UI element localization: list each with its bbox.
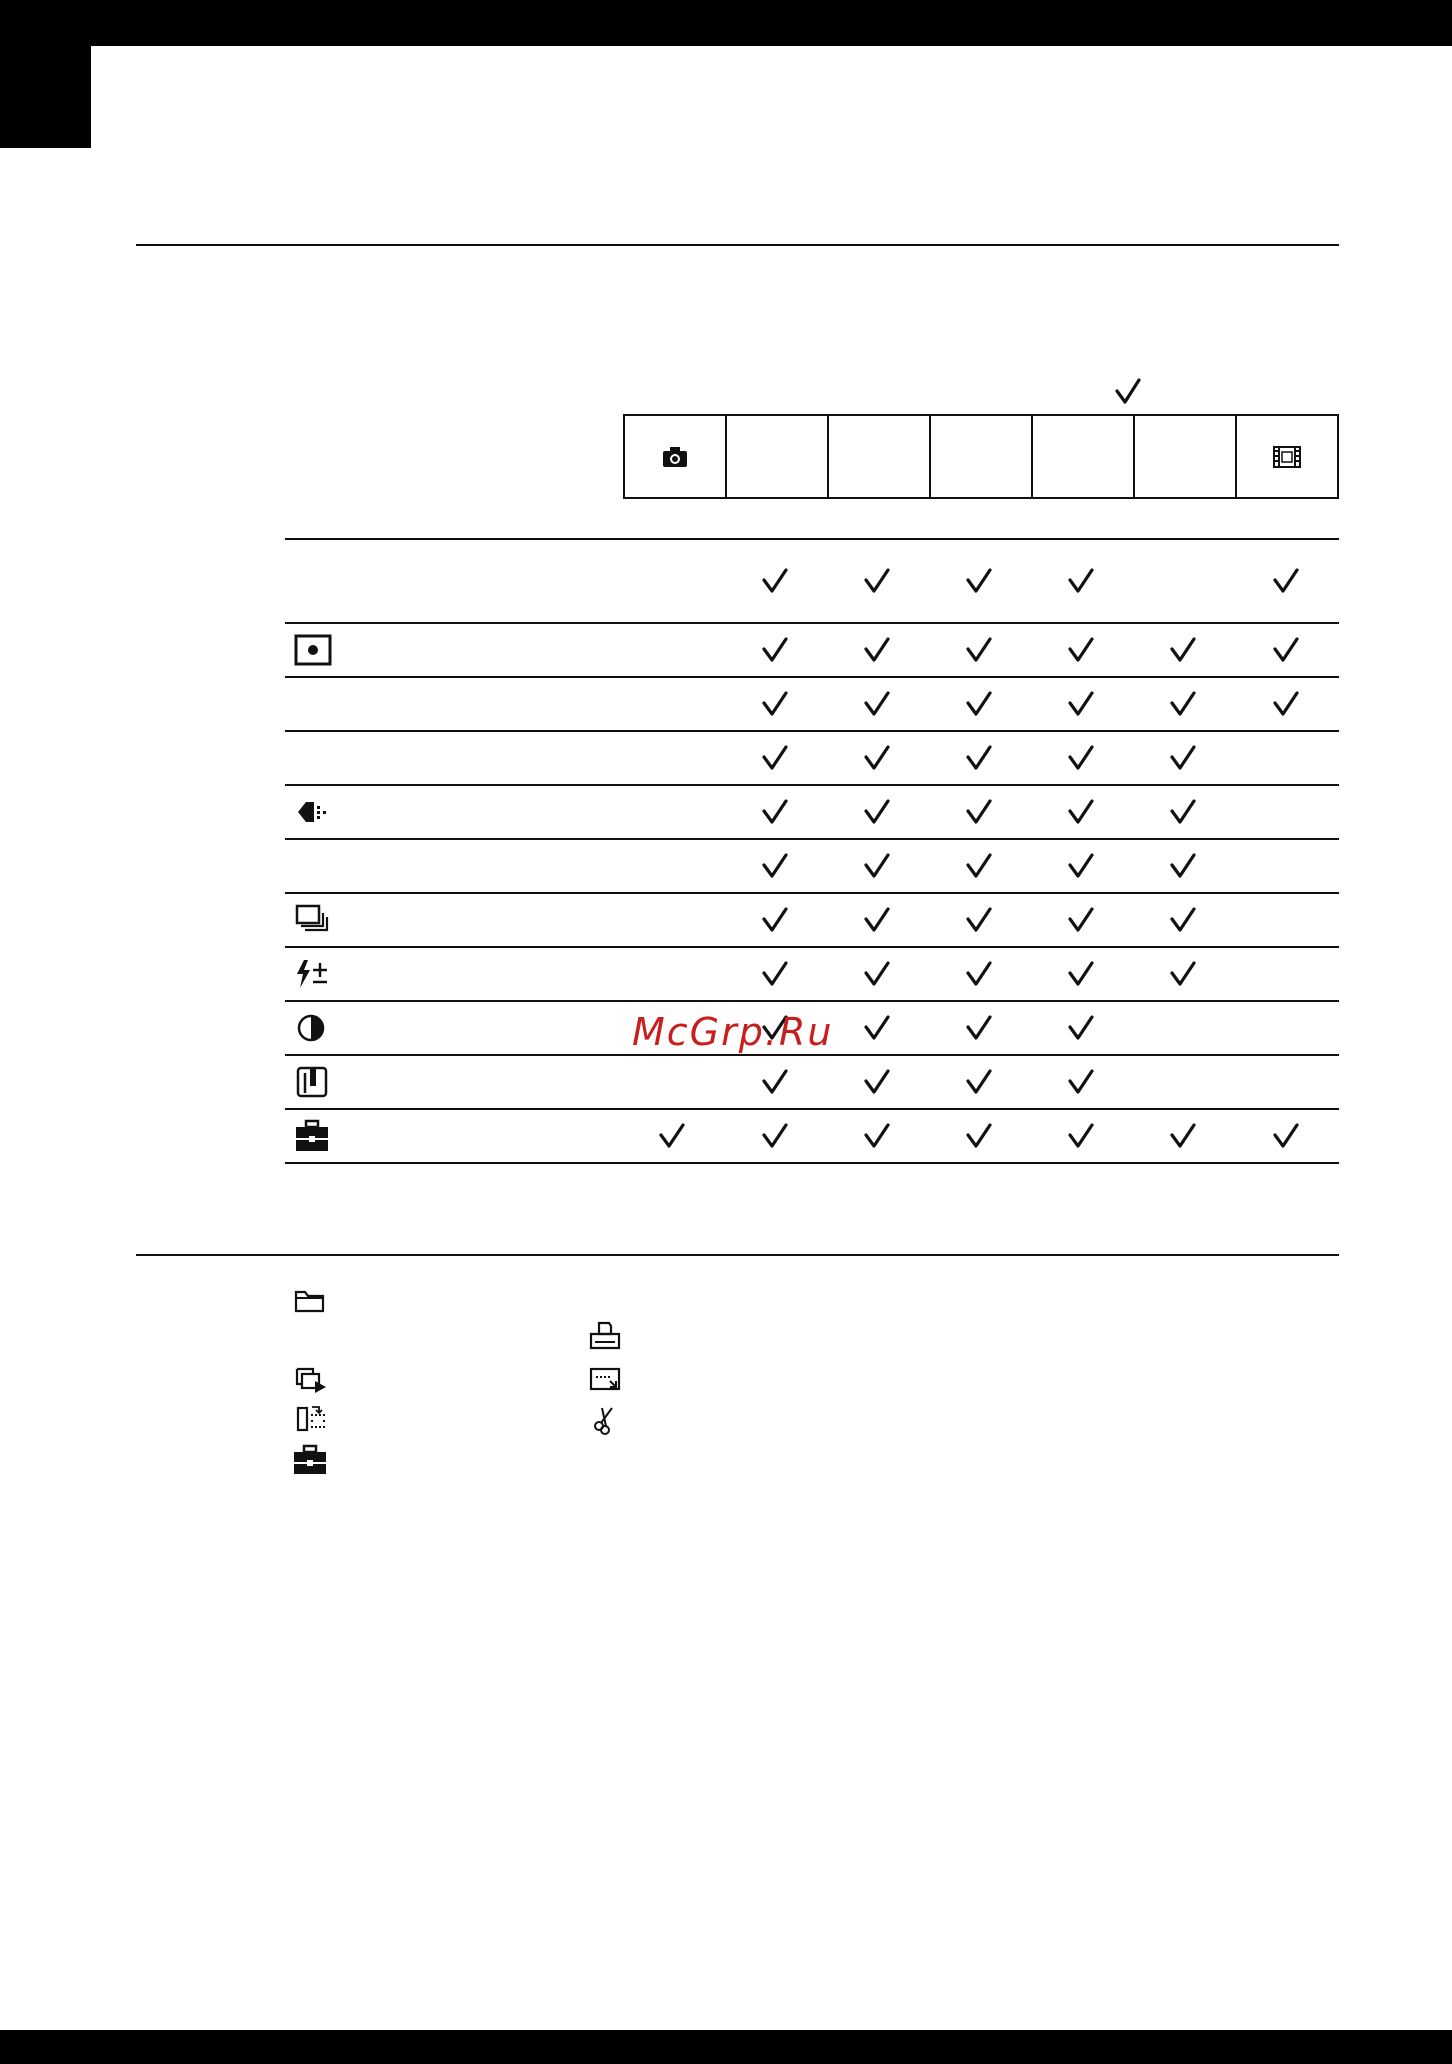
check-mark	[1066, 635, 1096, 665]
check-mark	[760, 851, 790, 881]
mode-col-3	[829, 416, 931, 497]
check-mark	[1066, 905, 1096, 935]
sharpness-icon	[293, 1065, 333, 1099]
check-mark	[1066, 743, 1096, 773]
settings-availability-table	[285, 538, 1339, 1164]
table-row	[285, 894, 1339, 948]
check-legend-icon	[1112, 376, 1144, 408]
check-mark	[1066, 1013, 1096, 1043]
check-mark	[964, 851, 994, 881]
check-mark	[862, 1013, 892, 1043]
mode-col-auto	[625, 416, 727, 497]
check-mark	[1168, 635, 1198, 665]
check-mark	[1066, 851, 1096, 881]
table-row	[285, 540, 1339, 624]
check-mark	[760, 566, 790, 596]
bottom-black-bar	[0, 2030, 1452, 2064]
burst-mode-icon	[293, 903, 333, 937]
recording-mode-header	[623, 414, 1339, 499]
print-icon	[587, 1320, 623, 1352]
table-row	[285, 948, 1339, 1002]
check-mark	[964, 689, 994, 719]
check-mark	[760, 635, 790, 665]
check-mark	[964, 743, 994, 773]
check-mark	[1271, 689, 1301, 719]
setup-toolbox-icon	[293, 1119, 333, 1153]
check-mark	[964, 1067, 994, 1097]
check-mark	[1168, 959, 1198, 989]
check-mark	[862, 959, 892, 989]
table-row	[285, 624, 1339, 678]
table-row	[285, 1056, 1339, 1110]
rotate-icon	[294, 1404, 330, 1436]
check-mark	[760, 1067, 790, 1097]
mode-col-6	[1135, 416, 1237, 497]
watermark-text: McGrp.Ru	[632, 1010, 834, 1054]
check-mark	[1271, 1121, 1301, 1151]
check-mark	[760, 905, 790, 935]
check-mark	[1168, 851, 1198, 881]
mode-col-4	[931, 416, 1033, 497]
section-rule-top	[136, 244, 1339, 246]
check-mark	[964, 905, 994, 935]
table-row	[285, 1110, 1339, 1164]
check-mark	[862, 743, 892, 773]
camera-icon	[659, 441, 691, 473]
check-mark	[1168, 689, 1198, 719]
trimming-icon	[590, 1404, 626, 1436]
check-mark	[862, 1121, 892, 1151]
check-mark	[1066, 689, 1096, 719]
contrast-icon	[293, 1011, 333, 1045]
check-mark	[964, 635, 994, 665]
check-mark	[1066, 1121, 1096, 1151]
check-mark	[1168, 905, 1198, 935]
check-mark	[964, 797, 994, 827]
top-black-bar	[0, 0, 1452, 46]
check-mark	[1066, 959, 1096, 989]
slideshow-icon	[294, 1364, 330, 1396]
check-mark	[1066, 566, 1096, 596]
spot-metering-icon	[293, 633, 333, 667]
mode-col-5	[1033, 416, 1135, 497]
check-mark	[760, 689, 790, 719]
check-mark	[964, 1013, 994, 1043]
check-mark	[862, 797, 892, 827]
check-mark	[1168, 743, 1198, 773]
check-mark	[1271, 566, 1301, 596]
film-strip-icon	[1271, 441, 1303, 473]
check-mark	[964, 1121, 994, 1151]
table-row	[285, 786, 1339, 840]
check-mark	[964, 566, 994, 596]
check-mark	[862, 851, 892, 881]
check-mark	[1066, 797, 1096, 827]
check-mark	[862, 689, 892, 719]
check-mark	[862, 905, 892, 935]
check-mark	[1271, 635, 1301, 665]
table-row	[285, 840, 1339, 894]
check-mark	[1168, 1121, 1198, 1151]
focus-icon	[293, 795, 333, 829]
check-mark	[1168, 797, 1198, 827]
check-mark	[760, 1121, 790, 1151]
folder-icon	[292, 1284, 328, 1316]
mode-col-movie	[1237, 416, 1337, 497]
table-row	[285, 732, 1339, 786]
check-mark	[862, 566, 892, 596]
setup-toolbox-icon	[292, 1444, 328, 1476]
resize-icon	[588, 1364, 624, 1396]
check-mark	[1066, 1067, 1096, 1097]
check-mark	[657, 1121, 687, 1151]
table-row	[285, 678, 1339, 732]
check-mark	[862, 1067, 892, 1097]
check-mark	[760, 797, 790, 827]
check-mark	[964, 959, 994, 989]
check-mark	[862, 635, 892, 665]
flash-level-icon	[293, 957, 333, 991]
mode-col-2	[727, 416, 829, 497]
check-mark	[760, 743, 790, 773]
section-rule-bottom	[136, 1254, 1339, 1256]
check-mark	[760, 959, 790, 989]
section-tab-marker	[0, 0, 91, 148]
